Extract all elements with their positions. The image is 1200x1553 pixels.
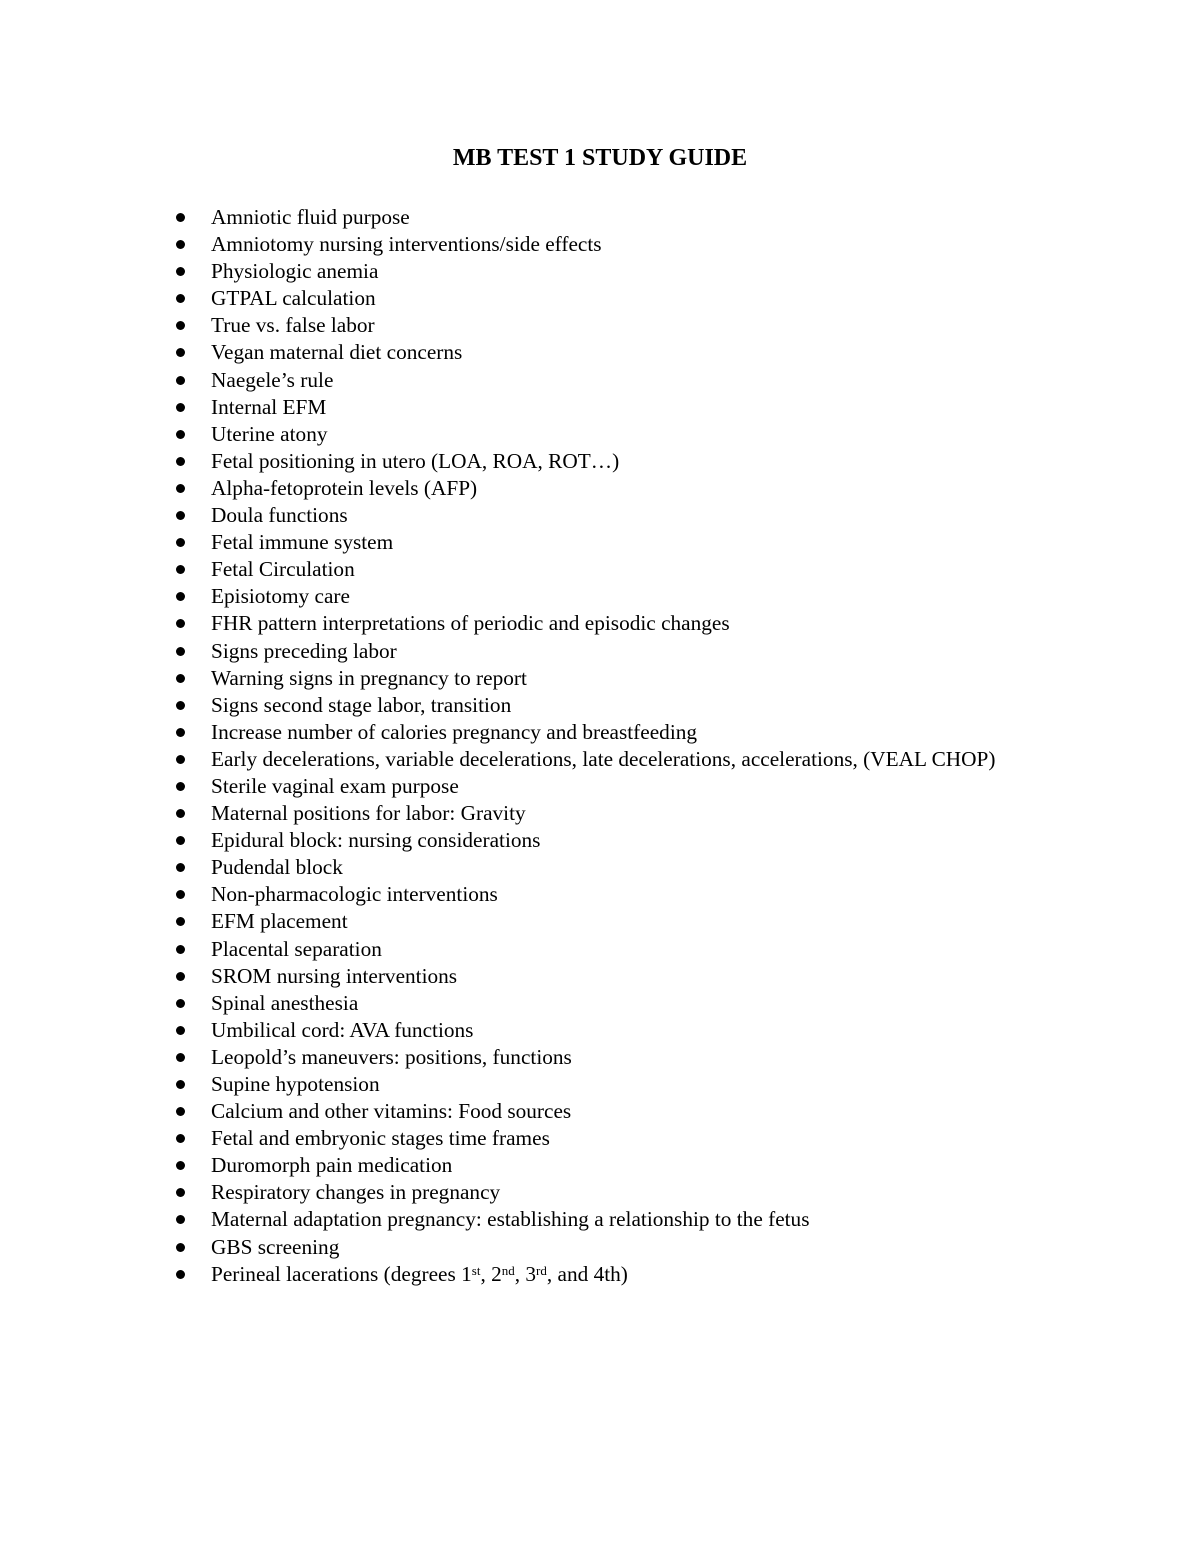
list-item-text: GBS screening — [211, 1234, 340, 1259]
list-item-text: Non-pharmacologic interventions — [211, 882, 498, 907]
bullet-icon — [176, 1215, 185, 1224]
list-item-text: EFM placement — [211, 909, 348, 934]
list-item-text: Spinal anesthesia — [211, 990, 359, 1015]
list-item-text: Doula functions — [211, 503, 348, 528]
bullet-icon — [176, 619, 185, 628]
bullet-icon — [176, 728, 185, 737]
bullet-icon — [176, 809, 185, 818]
list-item — [172, 367, 1022, 394]
list-item — [172, 800, 1022, 827]
bullet-icon — [176, 348, 185, 357]
list-item — [172, 638, 1022, 665]
list-item — [172, 394, 1022, 421]
perineal-text-suffix: , and 4th) — [546, 1261, 628, 1286]
ordinal-suffix-second: nd — [501, 1262, 515, 1278]
list-item-text: Naegele’s rule — [211, 367, 334, 392]
list-item — [172, 610, 1022, 637]
bullet-icon — [176, 213, 185, 222]
list-item-text: Early decelerations, variable decelerations, late decelerations, accelerations, (VEAL CHOP) — [211, 746, 996, 771]
study-topic-list — [172, 204, 1022, 1288]
document-title: MB TEST 1 STUDY GUIDE — [452, 145, 748, 171]
list-item-text: Warning signs in pregnancy to report — [211, 665, 527, 690]
list-item — [172, 339, 1022, 366]
list-item-text: FHR pattern interpretations of periodic and episodic changes — [211, 611, 730, 636]
list-item-text: Increase number of calories pregnancy and breastfeeding — [211, 719, 698, 744]
list-item — [172, 881, 1022, 908]
list-item — [172, 854, 1022, 881]
bullet-icon — [176, 321, 185, 330]
list-item — [172, 963, 1022, 990]
ordinal-suffix-third: rd — [536, 1262, 547, 1278]
list-item-text: Sterile vaginal exam purpose — [211, 773, 459, 798]
list-item-perineal-lacerations — [172, 1261, 1022, 1288]
list-item-text: Supine hypotension — [211, 1072, 380, 1096]
list-item-text: Signs preceding labor — [211, 638, 397, 663]
list-item — [172, 719, 1022, 746]
list-item-text: Maternal adaptation pregnancy: establishing a relationship to the fetus — [211, 1207, 810, 1232]
bullet-icon — [176, 1188, 185, 1197]
list-item — [172, 204, 1022, 231]
list-item-text: Fetal and embryonic stages time frames — [211, 1126, 550, 1151]
bullet-icon — [176, 267, 185, 276]
bullet-icon — [176, 511, 185, 520]
list-item-text: SROM nursing interventions — [211, 963, 458, 988]
list-item — [172, 1098, 1022, 1125]
list-item-text: Calcium and other vitamins: Food sources — [211, 1099, 572, 1124]
bullet-icon — [176, 917, 185, 926]
list-item — [172, 1152, 1022, 1179]
bullet-icon — [176, 674, 185, 683]
list-item — [172, 665, 1022, 692]
list-item — [172, 773, 1022, 800]
list-item-text: Alpha-fetoprotein levels (AFP) — [211, 475, 478, 500]
list-item-text: Fetal Circulation — [211, 557, 355, 582]
ordinal-suffix-first: st — [471, 1262, 481, 1278]
list-item — [172, 258, 1022, 285]
list-item — [172, 746, 1022, 773]
bullet-icon — [176, 1107, 185, 1116]
bullet-icon — [176, 1243, 185, 1252]
list-item-text: Placental separation — [211, 936, 382, 961]
list-item — [172, 502, 1022, 529]
list-item — [172, 1071, 1022, 1098]
bullet-icon — [176, 999, 185, 1008]
bullet-icon — [176, 755, 185, 764]
bullet-icon — [176, 484, 185, 493]
list-item-text: Epidural block: nursing considerations — [211, 828, 541, 853]
perineal-text-mid-1: , 2 — [480, 1261, 502, 1286]
bullet-icon — [176, 1026, 185, 1035]
list-item-text: Duromorph pain medication — [211, 1153, 453, 1178]
bullet-icon — [176, 890, 185, 899]
list-item — [172, 692, 1022, 719]
list-item — [172, 1179, 1022, 1206]
list-item-text: Leopold’s maneuvers: positions, functions — [211, 1044, 572, 1069]
bullet-icon — [176, 376, 185, 385]
list-item — [172, 556, 1022, 583]
bullet-icon — [176, 1053, 185, 1062]
list-item — [172, 827, 1022, 854]
list-item-text: Umbilical cord: AVA functions — [211, 1017, 474, 1042]
list-item — [172, 1125, 1022, 1152]
list-item-text: Uterine atony — [211, 421, 328, 446]
list-item — [172, 1017, 1022, 1044]
bullet-icon — [176, 1080, 185, 1089]
list-item — [172, 312, 1022, 339]
list-item — [172, 1206, 1022, 1233]
list-item-text: Amniotic fluid purpose — [211, 205, 410, 229]
bullet-icon — [176, 240, 185, 249]
list-item-text: Vegan maternal diet concerns — [211, 340, 463, 365]
list-item-text: True vs. false labor — [211, 313, 375, 338]
list-item — [172, 448, 1022, 475]
list-item-text: Episiotomy care — [211, 584, 350, 609]
list-item — [172, 285, 1022, 312]
bullet-icon — [176, 972, 185, 981]
list-item — [172, 583, 1022, 610]
list-item-text: GTPAL calculation — [211, 286, 376, 311]
list-item — [172, 908, 1022, 935]
list-item-text: Respiratory changes in pregnancy — [211, 1180, 501, 1205]
list-item — [172, 475, 1022, 502]
list-item-text: Fetal positioning in utero (LOA, ROA, ROT…) — [211, 448, 620, 473]
bullet-icon — [176, 1134, 185, 1143]
list-item-text: Fetal immune system — [211, 530, 394, 555]
list-item — [172, 529, 1022, 556]
list-item — [172, 936, 1022, 963]
bullet-icon — [176, 403, 185, 412]
bullet-icon — [176, 457, 185, 466]
bullet-icon — [176, 863, 185, 872]
list-item-text: Internal EFM — [211, 394, 327, 419]
list-item — [172, 231, 1022, 258]
bullet-icon — [176, 565, 185, 574]
list-item-text: Signs second stage labor, transition — [211, 692, 512, 717]
bullet-icon — [176, 430, 185, 439]
list-item-text: Physiologic anemia — [211, 259, 379, 284]
bullet-icon — [176, 782, 185, 791]
list-item — [172, 1044, 1022, 1071]
bullet-icon — [176, 701, 185, 710]
list-item — [172, 421, 1022, 448]
bullet-icon — [176, 1161, 185, 1170]
list-item-text: Amniotomy nursing interventions/side effects — [211, 232, 602, 257]
list-item — [172, 990, 1022, 1017]
bullet-icon — [176, 836, 185, 845]
bullet-icon — [176, 1270, 185, 1279]
bullet-icon — [176, 945, 185, 954]
bullet-icon — [176, 647, 185, 656]
perineal-text-mid-2: , 3 — [514, 1261, 537, 1286]
perineal-text-prefix: Perineal lacerations (degrees 1 — [211, 1261, 472, 1286]
bullet-icon — [176, 294, 185, 303]
list-item-text: Pudendal block — [211, 855, 343, 880]
list-item — [172, 1234, 1022, 1261]
list-item-text — [211, 1262, 628, 1286]
list-item-text: Maternal positions for labor: Gravity — [211, 801, 526, 826]
bullet-icon — [176, 538, 185, 547]
bullet-icon — [176, 592, 185, 601]
